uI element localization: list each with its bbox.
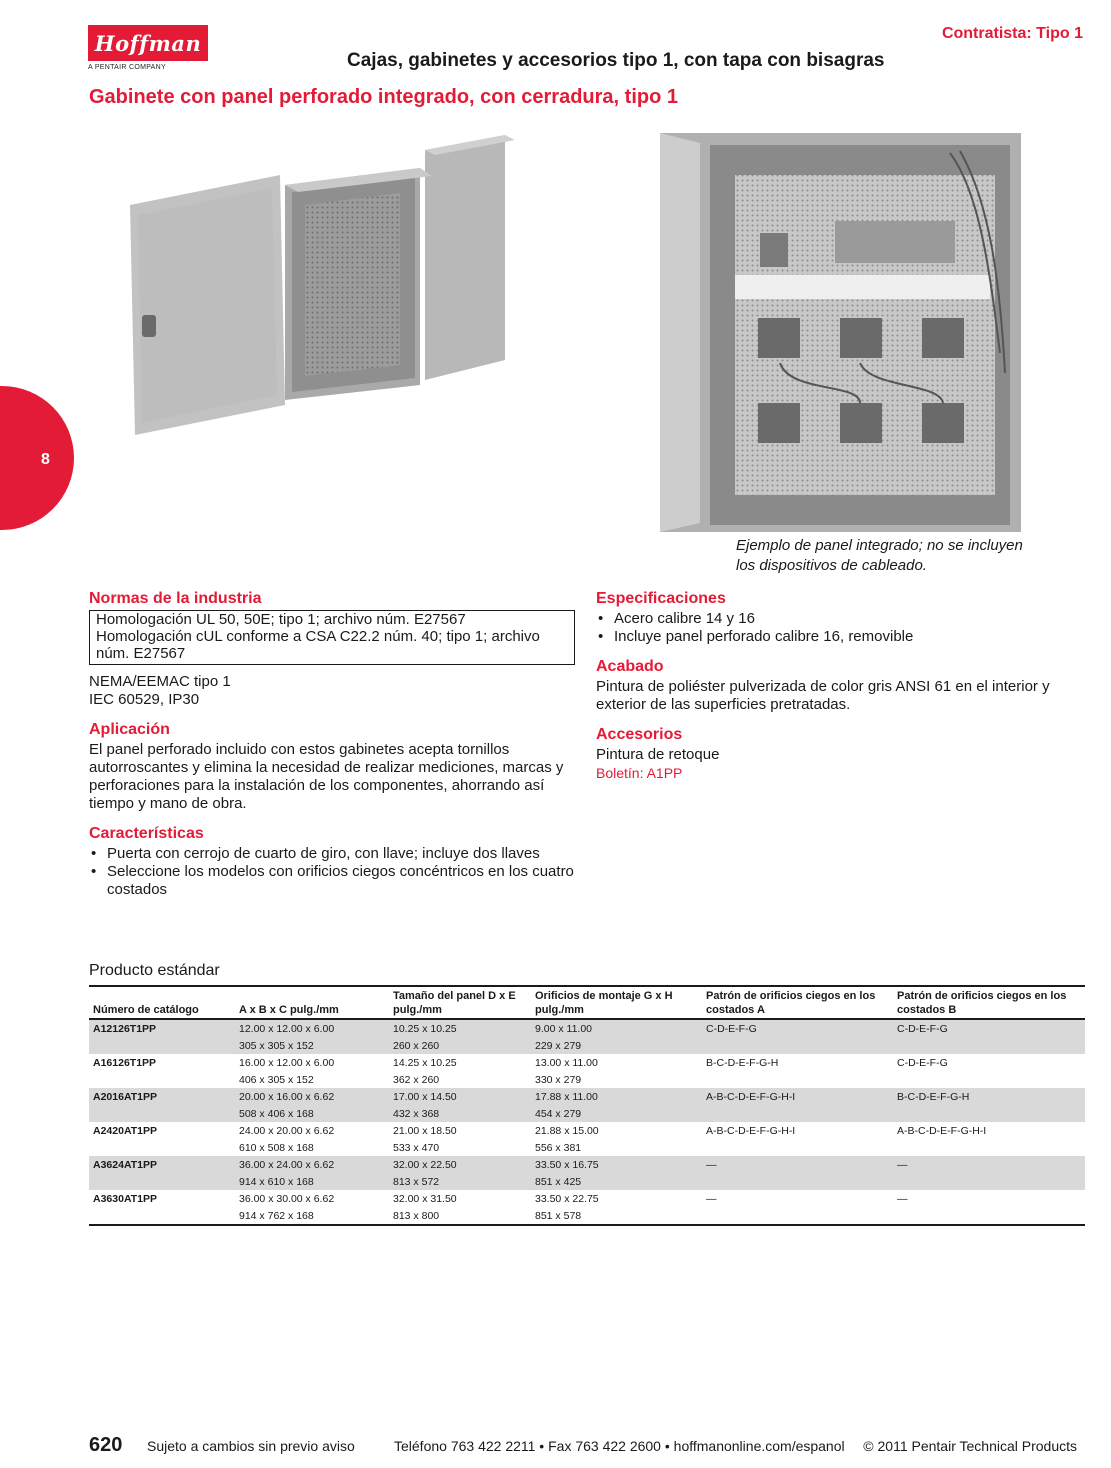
catalog-number: A3624AT1PP bbox=[89, 1156, 235, 1190]
cell-gh bbox=[531, 1156, 702, 1190]
value-mm: 508 x 406 x 168 bbox=[239, 1107, 314, 1120]
cell-ko-b: B-C-D-E-F-G-H bbox=[893, 1088, 1085, 1122]
footer-copyright: © 2011 Pentair Technical Products bbox=[863, 1438, 1077, 1454]
cell-ko-b: — bbox=[893, 1156, 1085, 1190]
value-mm: 454 x 279 bbox=[535, 1107, 582, 1120]
cell-ko-a: — bbox=[702, 1156, 893, 1190]
certification-line: Homologación cUL conforme a CSA C22.2 núm. 40; tipo 1; archivo núm. E27567 bbox=[96, 628, 540, 662]
value-in: 10.25 x 10.25 bbox=[393, 1023, 457, 1035]
value-mm: 914 x 762 x 168 bbox=[239, 1209, 314, 1222]
table-row bbox=[89, 1122, 1085, 1156]
left-column bbox=[89, 590, 579, 899]
cell-de bbox=[389, 1088, 531, 1122]
catalog-number: A16126T1PP bbox=[93, 1057, 157, 1069]
cell-gh bbox=[531, 1122, 702, 1156]
footer-contact: Teléfono 763 422 2211 • Fax 763 422 2600 • hoffmanonline.com/espanol bbox=[394, 1438, 845, 1454]
table-header-row bbox=[89, 986, 1085, 1019]
col-header: A x B x C pulg./mm bbox=[235, 986, 389, 1019]
value-in: 17.00 x 14.50 bbox=[393, 1091, 457, 1103]
cell-gh bbox=[531, 1088, 702, 1122]
value-mm: 305 x 305 x 152 bbox=[239, 1039, 314, 1052]
cell-abc bbox=[235, 1019, 389, 1054]
standard-line: IEC 60529, IP30 bbox=[89, 691, 200, 708]
features-list bbox=[89, 845, 579, 899]
col-header: Patrón de orificios ciegos en los costados A bbox=[702, 986, 893, 1019]
table-row bbox=[89, 1054, 1085, 1088]
hoffman-logo bbox=[88, 25, 210, 75]
certification-box bbox=[89, 610, 575, 665]
cell-de bbox=[389, 1156, 531, 1190]
catalog-number: A3630AT1PP bbox=[89, 1190, 235, 1225]
value-mm: 432 x 368 bbox=[393, 1107, 440, 1120]
page-footer bbox=[89, 1436, 1079, 1460]
value-in: 21.00 x 18.50 bbox=[393, 1125, 457, 1137]
series-label: Contratista: Tipo 1 bbox=[941, 25, 1083, 42]
value-in: 9.00 x 11.00 bbox=[535, 1023, 593, 1035]
value-mm: 610 x 508 x 168 bbox=[239, 1141, 314, 1154]
value-mm: 851 x 425 bbox=[535, 1175, 582, 1188]
cell-ko-a: B-C-D-E-F-G-H bbox=[706, 1057, 779, 1069]
cell-ko-b: C-D-E-F-G bbox=[893, 1019, 1085, 1054]
col-header: Orificios de montaje G x H pulg./mm bbox=[531, 986, 702, 1019]
col-header: Patrón de orificios ciegos en los costados B bbox=[893, 986, 1085, 1019]
catalog-number: A12126T1PP bbox=[89, 1019, 235, 1054]
cell-gh bbox=[531, 1054, 702, 1088]
value-in: 32.00 x 22.50 bbox=[393, 1159, 457, 1171]
specs-list bbox=[596, 610, 1086, 646]
cell-abc bbox=[235, 1122, 389, 1156]
value-mm: 813 x 800 bbox=[393, 1209, 440, 1222]
value-mm: 229 x 279 bbox=[535, 1039, 582, 1052]
value-in: 32.00 x 31.50 bbox=[393, 1193, 457, 1205]
table-row bbox=[89, 1190, 1085, 1225]
aplicacion-text: El panel perforado incluido con estos gabinetes acepta tornillos autorroscantes y elimina la necesidad de realizar mediciones, marcas y perforaciones para la instalación de los componentes, ahorrando así tiempo y mano de obra. bbox=[89, 741, 564, 812]
value-mm: 260 x 260 bbox=[393, 1039, 440, 1052]
feature-item: • Seleccione los modelos con orificios ciegos concéntricos en los cuatro costados bbox=[89, 863, 579, 899]
normas-heading: Normas de la industria bbox=[89, 590, 262, 607]
cell-gh bbox=[531, 1190, 702, 1225]
col-header: Número de catálogo bbox=[89, 986, 235, 1019]
integrated-panel-photo bbox=[660, 133, 1021, 532]
cell-abc bbox=[235, 1156, 389, 1190]
value-mm: 851 x 578 bbox=[535, 1209, 582, 1222]
value-in: 17.88 x 11.00 bbox=[535, 1091, 598, 1103]
product-title: Gabinete con panel perforado integrado, con cerradura, tipo 1 bbox=[89, 86, 678, 108]
value-in: 36.00 x 30.00 x 6.62 bbox=[239, 1193, 335, 1205]
spec-item: • Acero calibre 14 y 16 bbox=[596, 610, 1086, 628]
value-in: 13.00 x 11.00 bbox=[535, 1057, 598, 1069]
cell-de bbox=[389, 1054, 531, 1088]
value-mm: 330 x 279 bbox=[535, 1073, 582, 1086]
value-in: 20.00 x 16.00 x 6.62 bbox=[239, 1091, 335, 1103]
especificaciones-heading: Especificaciones bbox=[596, 590, 726, 607]
cell-ko-b: — bbox=[893, 1190, 1085, 1225]
certification-line: Homologación UL 50, 50E; tipo 1; archivo núm. E27567 bbox=[96, 611, 466, 628]
cell-ko-a: C-D-E-F-G bbox=[702, 1019, 893, 1054]
spec-item: • Incluye panel perforado calibre 16, removible bbox=[596, 628, 1086, 646]
table-row bbox=[89, 1088, 1085, 1122]
value-mm: 556 x 381 bbox=[535, 1141, 582, 1154]
value-in: 24.00 x 20.00 x 6.62 bbox=[239, 1125, 335, 1137]
logo-badge bbox=[88, 25, 208, 61]
acabado-heading: Acabado bbox=[596, 658, 664, 675]
value-in: 12.00 x 12.00 x 6.00 bbox=[239, 1023, 335, 1035]
page-title: Cajas, gabinetes y accesorios tipo 1, con tapa con bisagras bbox=[347, 50, 885, 71]
cell-ko-b: A-B-C-D-E-F-G-H-I bbox=[897, 1125, 987, 1137]
cell-ko-a: A-B-C-D-E-F-G-H-I bbox=[702, 1088, 893, 1122]
catalog-number: A2420AT1PP bbox=[93, 1125, 158, 1137]
col-header: Tamaño del panel D x E pulg./mm bbox=[389, 986, 531, 1019]
cell-ko-b: C-D-E-F-G bbox=[897, 1057, 948, 1069]
cell-de bbox=[389, 1019, 531, 1054]
footer-notice: Sujeto a cambios sin previo aviso bbox=[147, 1438, 355, 1454]
table-row bbox=[89, 1156, 1085, 1190]
bulletin-link[interactable]: Boletín: A1PP bbox=[596, 765, 683, 781]
chapter-tab bbox=[0, 386, 74, 530]
aplicacion-heading: Aplicación bbox=[89, 721, 170, 738]
feature-item: • Puerta con cerrojo de cuarto de giro, con llave; incluye dos llaves bbox=[89, 845, 579, 863]
cell-abc bbox=[235, 1088, 389, 1122]
photo-caption: Ejemplo de panel integrado; no se incluyen los dispositivos de cableado. bbox=[736, 537, 1023, 574]
page-number: 620 bbox=[89, 1434, 123, 1456]
cell-de bbox=[389, 1190, 531, 1225]
accesorios-heading: Accesorios bbox=[596, 726, 683, 743]
cell-abc bbox=[235, 1190, 389, 1225]
value-mm: 533 x 470 bbox=[393, 1141, 440, 1154]
cell-ko-a: — bbox=[702, 1190, 893, 1225]
value-mm: 813 x 572 bbox=[393, 1175, 440, 1188]
chapter-number: 8 bbox=[41, 451, 50, 468]
caracteristicas-heading: Características bbox=[89, 825, 204, 842]
catalog-number: A2016AT1PP bbox=[89, 1088, 235, 1122]
value-in: 36.00 x 24.00 x 6.62 bbox=[239, 1159, 335, 1171]
value-in: 33.50 x 22.75 bbox=[535, 1193, 599, 1205]
logo-tagline: A PENTAIR COMPANY bbox=[88, 64, 166, 71]
product-table bbox=[89, 985, 1085, 1226]
accesorios-text: Pintura de retoque bbox=[596, 746, 720, 763]
logo-wordmark: Hoffman bbox=[94, 30, 202, 56]
value-in: 14.25 x 10.25 bbox=[393, 1057, 457, 1069]
enclosure-open-door-photo bbox=[120, 130, 520, 450]
standard-line: NEMA/EEMAC tipo 1 bbox=[89, 673, 231, 690]
right-column bbox=[596, 590, 1086, 782]
acabado-text: Pintura de poliéster pulverizada de color gris ANSI 61 en el interior y exterior de las superficies pretratadas. bbox=[596, 678, 1050, 713]
cell-abc bbox=[235, 1054, 389, 1088]
table-title: Producto estándar bbox=[89, 962, 220, 979]
value-in: 16.00 x 12.00 x 6.00 bbox=[239, 1057, 335, 1069]
value-mm: 406 x 305 x 152 bbox=[239, 1073, 314, 1086]
cell-de bbox=[389, 1122, 531, 1156]
cell-ko-a: A-B-C-D-E-F-G-H-I bbox=[706, 1125, 796, 1137]
cell-gh bbox=[531, 1019, 702, 1054]
value-mm: 914 x 610 x 168 bbox=[239, 1175, 314, 1188]
value-in: 33.50 x 16.75 bbox=[535, 1159, 599, 1171]
table-row bbox=[89, 1019, 1085, 1054]
value-mm: 362 x 260 bbox=[393, 1073, 440, 1086]
value-in: 21.88 x 15.00 bbox=[535, 1125, 599, 1137]
